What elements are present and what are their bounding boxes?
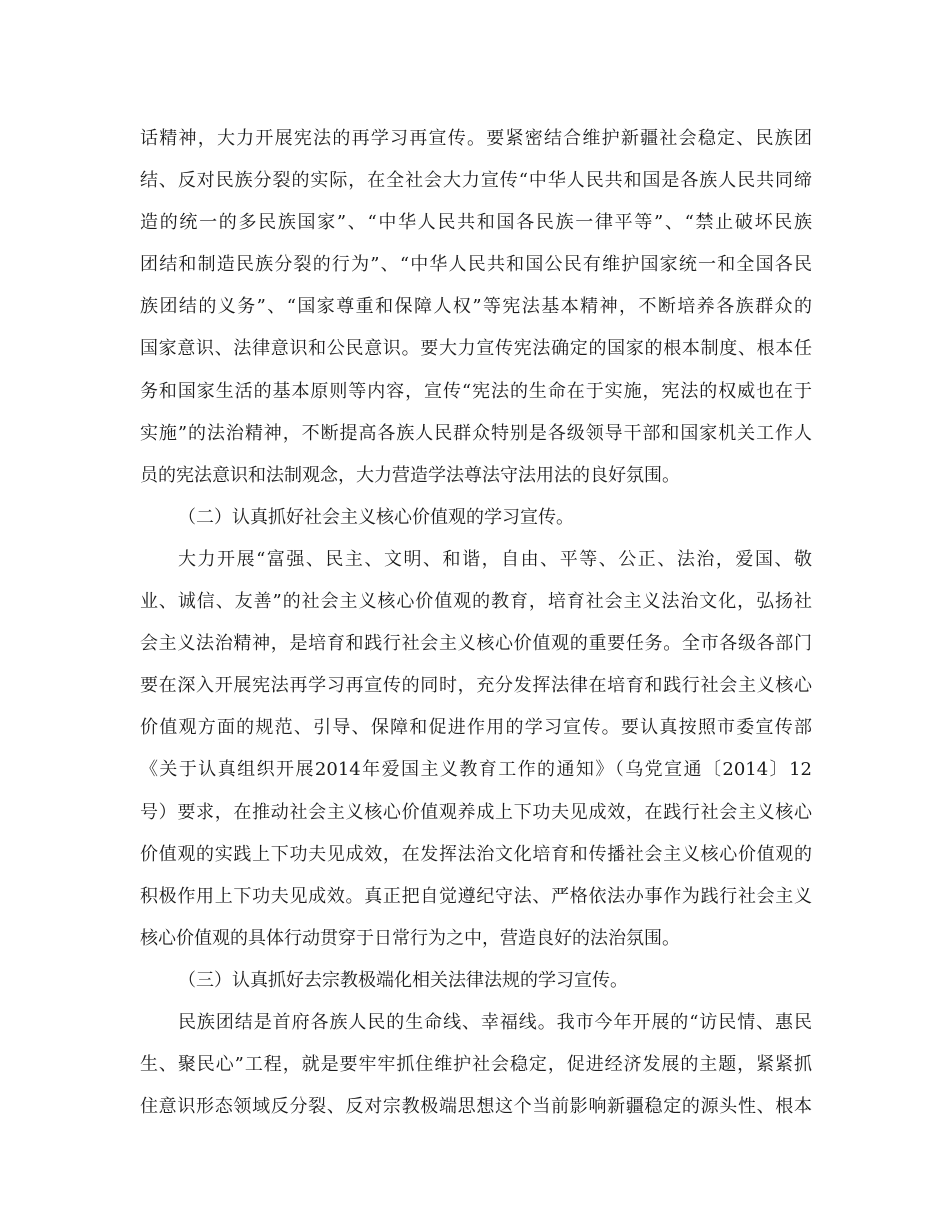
text-line: 生、聚民心”工程，就是要牢牢抓住维护社会稳定，促进经济发展的主题，紧紧抓 — [140, 1054, 812, 1076]
text-line: 实施”的法治精神，不断提高各族人民群众特别是各级领导干部和国家机关工作人 — [140, 422, 812, 444]
text-line: 大力开展“富强、民主、文明、和谐，自由、平等、公正、法治，爱国、敬 — [178, 548, 812, 570]
section-heading-core-values — [140, 497, 812, 539]
text-line: 要在深入开展宪法再学习再宣传的同时，充分发挥法律在培育和践行社会主义核心 — [140, 675, 812, 697]
paragraph-ethnic-unity — [140, 1002, 812, 1128]
text-line: 住意识形态领域反分裂、反对宗教极端思想这个当前影响新疆稳定的源头性、根本 — [140, 1096, 812, 1118]
text-line: 民族团结是首府各族人民的生命线、幸福线。我市今年开展的“访民情、惠民 — [178, 1011, 812, 1033]
text-line: 业、诚信、友善”的社会主义核心价值观的教育，培育社会主义法治文化，弘扬社 — [140, 591, 812, 613]
text-line: 结、反对民族分裂的实际，在全社会大力宣传“中华人民共和国是各族人民共同缔 — [140, 170, 812, 192]
text-line: 核心价值观的具体行动贯穿于日常行为之中，营造良好的法治氛围。 — [140, 927, 680, 949]
section-heading-de-extremism — [140, 960, 812, 1002]
text-line: 话精神，大力开展宪法的再学习再宣传。要紧密结合维护新疆社会稳定、民族团 — [140, 128, 812, 149]
text-line: 造的统一的多民族国家”、“中华人民共和国各民族一律平等”、“禁止破坏民族 — [140, 212, 812, 234]
text-line: 族团结的义务”、“国家尊重和保障人权”等宪法基本精神，不断培养各族群众的 — [140, 296, 812, 318]
heading-line: （三）认真抓好去宗教极端化相关法律法规的学习宣传。 — [178, 969, 628, 991]
text-line: 积极作用上下功夫见成效。真正把自觉遵纪守法、严格依法办事作为践行社会主义 — [140, 885, 812, 907]
text-line: 价值观的实践上下功夫见成效，在发挥法治文化培育和传播社会主义核心价值观的 — [140, 843, 812, 865]
paragraph-core-values — [140, 539, 812, 960]
paragraph-constitution-promotion — [140, 118, 812, 497]
text-line: 价值观方面的规范、引导、保障和促进作用的学习宣传。要认真按照市委宣传部 — [140, 717, 812, 739]
text-line: 团结和制造民族分裂的行为”、“中华人民共和国公民有维护国家统一和全国各民 — [140, 254, 812, 276]
text-line: 员的宪法意识和法制观念，大力营造学法尊法守法用法的良好氛围。 — [140, 464, 680, 486]
heading-line: （二）认真抓好社会主义核心价值观的学习宣传。 — [178, 506, 574, 528]
text-line: 号）要求，在推动社会主义核心价值观养成上下功夫见成效，在践行社会主义核心 — [140, 801, 812, 823]
text-line: 会主义法治精神，是培育和践行社会主义核心价值观的重要任务。全市各级各部门 — [140, 633, 812, 655]
text-line: 务和国家生活的基本原则等内容，宣传“宪法的生命在于实施，宪法的权威也在于 — [140, 380, 812, 402]
text-line: 国家意识、法律意识和公民意识。要大力宣传宪法确定的国家的根本制度、根本任 — [140, 338, 812, 360]
text-line: 《关于认真组织开展2014年爱国主义教育工作的通知》（乌党宣通〔2014〕12 — [140, 759, 812, 781]
document-body — [140, 118, 812, 1128]
